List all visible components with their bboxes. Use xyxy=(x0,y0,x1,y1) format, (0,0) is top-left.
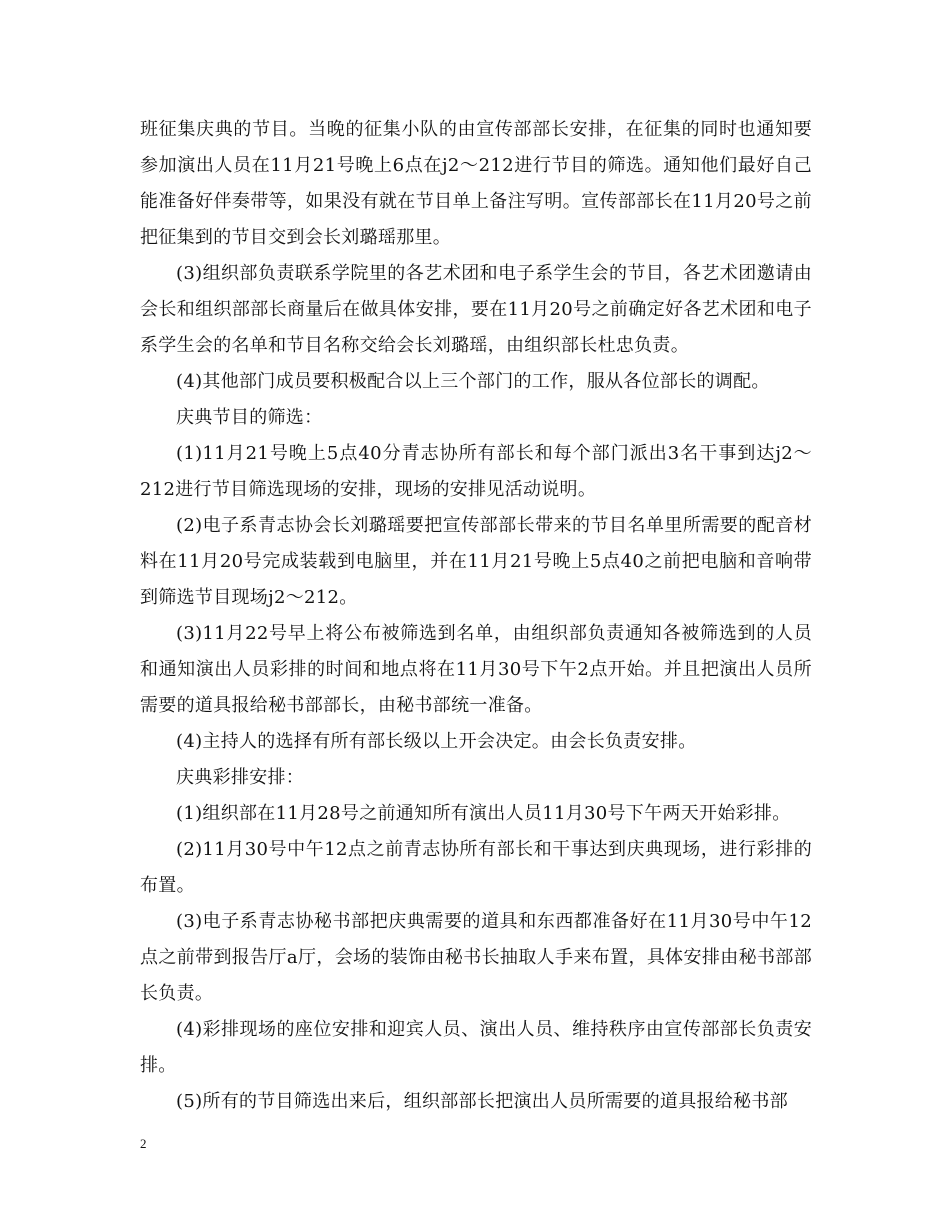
section-heading: 庆典节目的筛选： xyxy=(176,407,323,428)
section-heading: 庆典彩排安排： xyxy=(176,767,305,788)
paragraph: (3)11月22号早上将公布被筛选到名单，由组织部负责通知各被筛选到的人员和通知演出人员彩排的时间和地点将在11月30号下午2点开始。并且把演出人员所需要的道具报给秘书部部长，由秘书部统一准备。 xyxy=(140,623,812,716)
paragraph: (4)主持人的选择有所有部长级以上开会决定。由会长负责安排。 xyxy=(176,731,697,752)
paragraph: (4)彩排现场的座位安排和迎宾人员、演出人员、维持秩序由宣传部部长负责安排。 xyxy=(140,1019,812,1076)
paragraph: 班征集庆典的节目。当晚的征集小队的由宣传部部长安排，在征集的同时也通知要参加演出人员在11月21号晚上6点在j2～212进行节目的筛选。通知他们最好自己能准备好伴奏带等，如果没有就在节目单上备注写明。宣传部部长在11月20号之前把征集到的节目交到会长刘璐瑶那里。 xyxy=(140,119,812,248)
paragraph: (1)11月21号晚上5点40分青志协所有部长和每个部门派出3名干事到达j2～212进行节目筛选现场的安排，现场的安排见活动说明。 xyxy=(140,443,812,500)
paragraph: (5)所有的节目筛选出来后，组织部部长把演出人员所需要的道具报给秘书部 xyxy=(176,1091,788,1112)
paragraph: (3)组织部负责联系学院里的各艺术团和电子系学生会的节目，各艺术团邀请由会长和组织部部长商量后在做具体安排，要在11月20号之前确定好各艺术团和电子系学生会的名单和节目名称交给会长刘璐瑶，由组织部长杜忠负责。 xyxy=(140,263,812,356)
page-number: 2 xyxy=(140,1136,147,1151)
document-body xyxy=(140,112,812,1120)
paragraph: (1)组织部在11月28号之前通知所有演出人员11月30号下午两天开始彩排。 xyxy=(176,803,791,824)
paragraph: (3)电子系青志协秘书部把庆典需要的道具和东西都准备好在11月30号中午12点之前带到报告厅a厅，会场的装饰由秘书长抽取人手来布置，具体安排由秘书部部长负责。 xyxy=(140,911,812,1004)
paragraph: (2)11月30号中午12点之前青志协所有部长和干事达到庆典现场，进行彩排的布置。 xyxy=(140,839,812,896)
paragraph: (2)电子系青志协会长刘璐瑶要把宣传部部长带来的节目名单里所需要的配音材料在11月20号完成装载到电脑里，并在11月21号晚上5点40之前把电脑和音响带到筛选节目现场j2～212。 xyxy=(140,515,812,608)
paragraph: (4)其他部门成员要积极配合以上三个部门的工作，服从各位部长的调配。 xyxy=(176,371,770,392)
